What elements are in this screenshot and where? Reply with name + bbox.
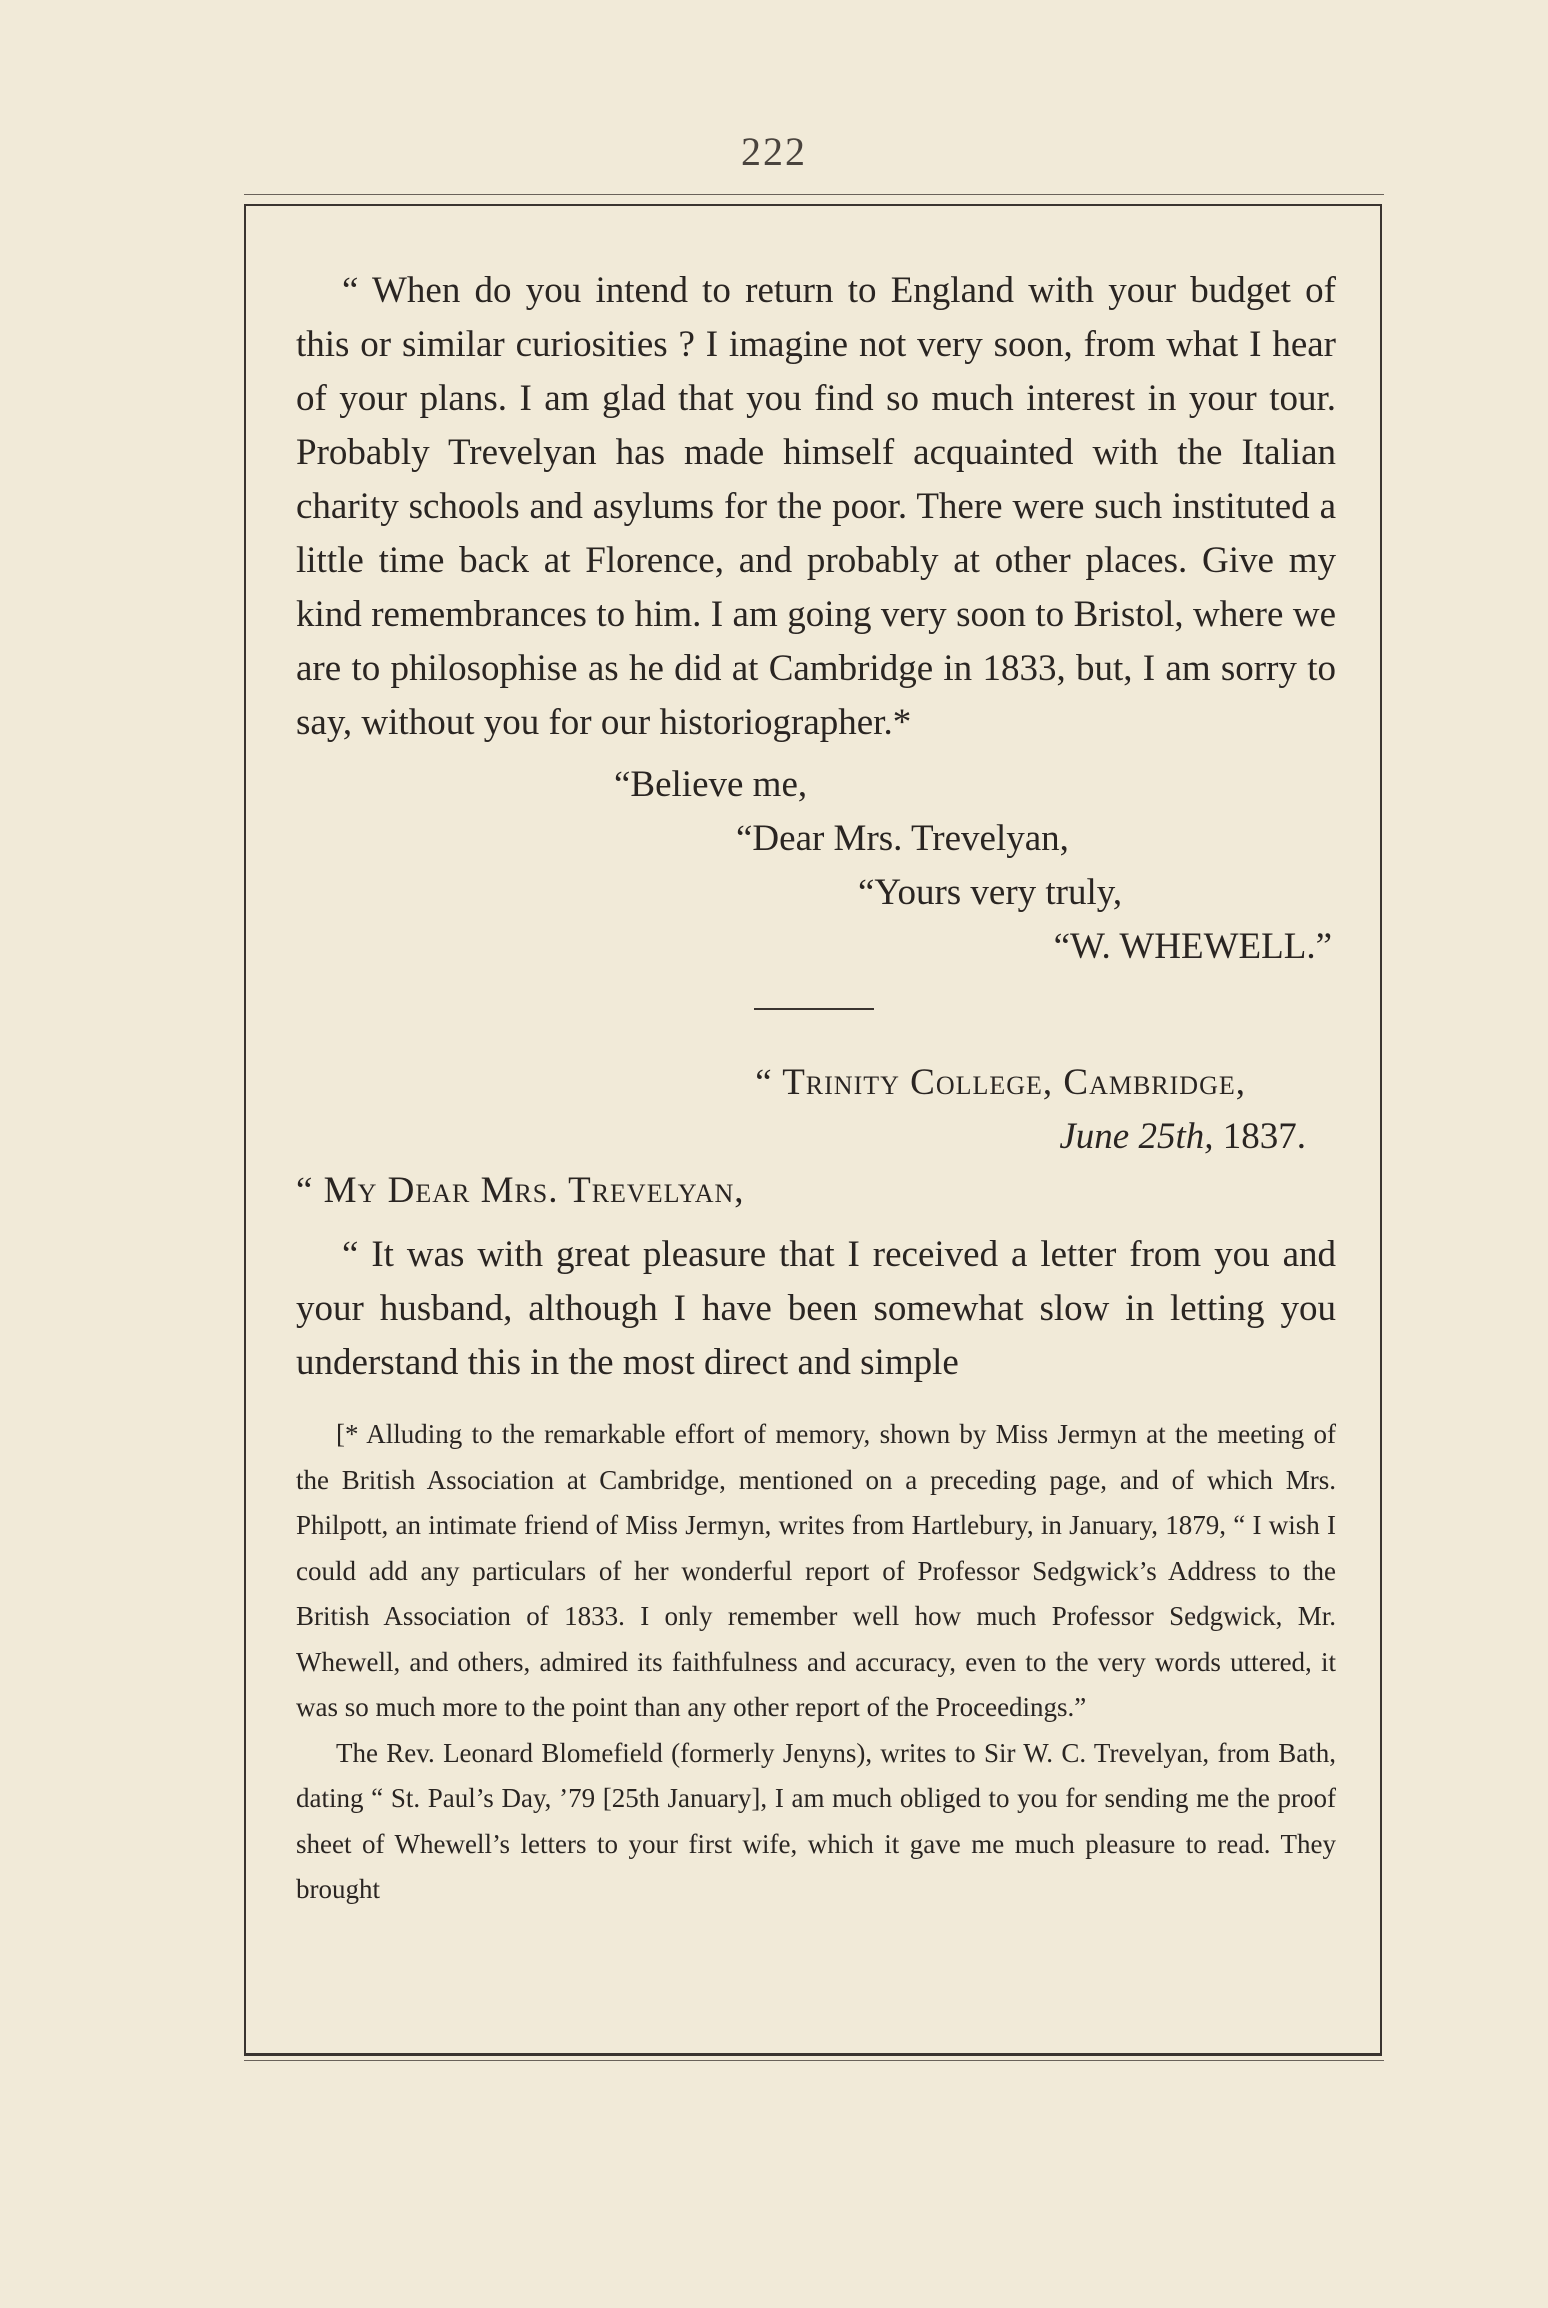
letter-two-address: “ Trinity College, Cambridge,: [755, 1062, 1246, 1103]
closing-dear: “Dear Mrs. Trevelyan,: [736, 818, 1069, 859]
closing-believe-me: “Believe me,: [614, 764, 808, 805]
page-number: 222: [741, 129, 807, 174]
page-content: [296, 264, 1336, 1913]
closing-yours: “Yours very truly,: [858, 872, 1123, 913]
date-day: June 25th,: [1059, 1116, 1214, 1157]
text-frame: [244, 204, 1382, 2056]
signature: “W. WHEWELL.”: [1053, 926, 1332, 967]
letter-two-salutation: “ My Dear Mrs. Trevelyan,: [296, 1170, 745, 1211]
letter-one-body: “ When do you intend to return to England with your budget of this or similar curiosities ? I imagine not very soon, from what I hear of your plans. I am glad that you find so much interest in your tour. Probably Trevelyan has made himself acquainted with the Italian charity schools and asylums for the poor. There were such instituted a little time back at Florence, and probably at other places. Give my kind remembrances to him. I am going very soon to Bristol, where we are to philosophise as he did at Cambridge in 1833, but, I am sorry to say, without you for our historiographer.*: [296, 270, 1336, 743]
section-divider: [754, 1008, 874, 1010]
date-year: 1837.: [1213, 1116, 1306, 1157]
letter-two-date: [296, 1110, 1336, 1164]
footnote-paragraph-1: [* Alluding to the remarkable effort of memory, shown by Miss Jermyn at the meeting of the British Association at Cambridge, mentioned on a preceding page, and of which Mrs. Philpott, an intimate friend of Miss Jermyn, writes from Hartlebury, in January, 1879, “ I wish I could add any particulars of her wonderful report of Professor Sedgwick’s Address to the British Association of 1833. I only remember well how much Professor Sedgwick, Mr. Whewell, and others, admired its faithfulness and accuracy, even to the very words uttered, it was so much more to the point than any other report of the Proceedings.”: [296, 1419, 1336, 1722]
footnote-paragraph-2: The Rev. Leonard Blomefield (formerly Jenyns), writes to Sir W. C. Trevelyan, from Bath, dating “ St. Paul’s Day, ’79 [25th January], I am much obliged to you for sending me the proof sheet of Whewell’s letters to your first wife, which it gave me much pleasure to read. They brought: [296, 1737, 1336, 1904]
letter-two-body: “ It was with great pleasure that I received a letter from you and your husband, although I have been somewhat slow in letting you understand this in the most direct and simple: [296, 1234, 1336, 1383]
